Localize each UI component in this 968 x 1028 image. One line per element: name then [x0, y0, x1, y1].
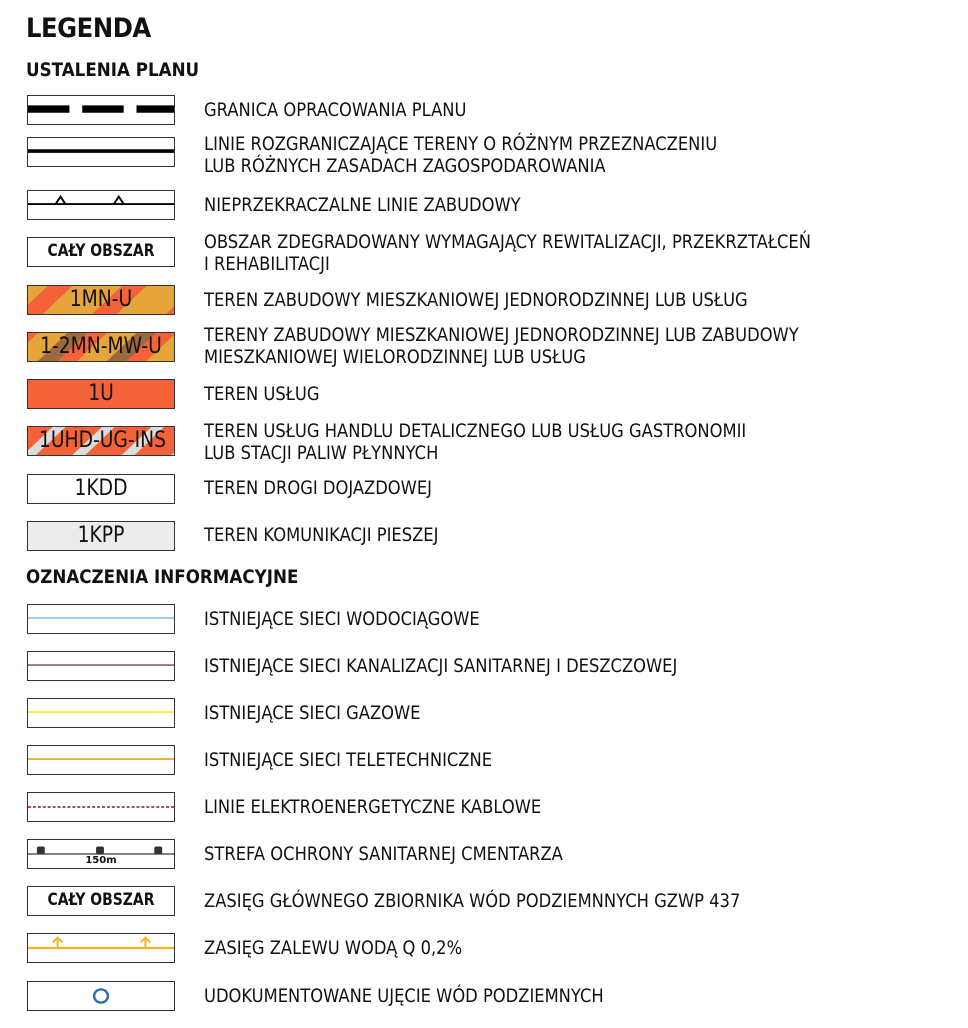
flood-line-symbol: [27, 933, 175, 963]
hatch-orange-mustard-symbol: [27, 285, 175, 315]
dashed-boundary-symbol: [27, 95, 175, 125]
symbol-code: 1-2MN-MW-U: [40, 334, 162, 359]
legend-label: GRANICA OPRACOWANIA PLANU: [204, 99, 467, 121]
cemetery-zone-symbol: [27, 839, 175, 869]
legend-label: ZASIĘG GŁÓWNEGO ZBIORNIKA WÓD PODZIEMNNYCH GZWP 437: [204, 890, 741, 912]
symbol-code: CAŁY OBSZAR: [47, 890, 155, 910]
gray-box-symbol: [27, 521, 175, 551]
legend-label: ISTNIEJĄCE SIECI TELETECHNICZNE: [204, 749, 493, 771]
legend-label: TEREN KOMUNIKACJI PIESZEJ: [204, 524, 439, 546]
symbol-code: 1UHD-UG-INS: [38, 428, 167, 453]
legend-label: LINIE ELEKTROENERGETYCZNE KABLOWE: [204, 796, 542, 818]
hatch-brown-orange-mustard-symbol: [27, 332, 175, 362]
legend-label: ISTNIEJĄCE SIECI GAZOWE: [204, 702, 421, 724]
legend-label: MIESZKANIOWEJ WIELORODZINNEJ LUB USŁUG: [204, 346, 586, 368]
power-cable-symbol: [27, 792, 175, 822]
whole-area-symbol: [27, 237, 175, 267]
legend-label: ISTNIEJĄCE SIECI KANALIZACJI SANITARNEJ I DESZCZOWEJ: [204, 655, 678, 677]
legend-label: LINIE ROZGRANICZAJĄCE TERENY O RÓŻNYM PRZEZNACZENIU: [204, 133, 718, 155]
building-line-symbol: [27, 190, 175, 220]
legend-label: TEREN ZABUDOWY MIESZKANIOWEJ JEDNORODZINNEJ LUB USŁUG: [204, 289, 748, 311]
whole-area-symbol: [27, 886, 175, 916]
legend-label: UDOKUMENTOWANE UJĘCIE WÓD PODZIEMNYCH: [204, 985, 604, 1007]
solid-orange-symbol: [27, 379, 175, 409]
well-circle-symbol: [27, 981, 175, 1011]
symbol-code: 1KPP: [77, 523, 125, 548]
section-plan-heading: USTALENIA PLANU: [26, 59, 200, 81]
legend-label: TEREN USŁUG HANDLU DETALICZNEGO LUB USŁUG GASTRONOMII: [204, 420, 747, 442]
legend-label: STREFA OCHRONY SANITARNEJ CMENTARZA: [204, 843, 563, 865]
legend-label: TEREN DROGI DOJAZDOWEJ: [204, 477, 432, 499]
water-line-symbol: [27, 604, 175, 634]
symbol-code: 150m: [85, 855, 117, 866]
white-box-symbol: [27, 474, 175, 504]
legend-label: I REHABILITACJI: [204, 253, 330, 275]
symbol-code: 1MN-U: [69, 287, 133, 312]
legend-label: LUB RÓŻNYCH ZASADACH ZAGOSPODAROWANIA: [204, 155, 606, 177]
legend-label: TEREN USŁUG: [204, 383, 320, 405]
symbol-code: 1U: [88, 381, 114, 406]
symbol-code: 1KDD: [74, 476, 128, 501]
sewer-line-symbol: [27, 651, 175, 681]
hatch-orange-gray-symbol: [27, 426, 175, 456]
legend-label: OBSZAR ZDEGRADOWANY WYMAGAJĄCY REWITALIZACJI, PRZEKRZTAŁCEŃ: [204, 231, 811, 253]
legend-label: TERENY ZABUDOWY MIESZKANIOWEJ JEDNORODZINNEJ LUB ZABUDOWY: [204, 324, 799, 346]
legend-label: ZASIĘG ZALEWU WODĄ Q 0,2%: [204, 937, 463, 959]
section-info-heading: OZNACZENIA INFORMACYJNE: [26, 566, 299, 588]
solid-boundary-symbol: [27, 137, 175, 167]
legend-label: ISTNIEJĄCE SIECI WODOCIĄGOWE: [204, 608, 480, 630]
telecom-line-symbol: [27, 745, 175, 775]
symbol-code: CAŁY OBSZAR: [47, 241, 155, 261]
legend-title: LEGENDA: [26, 13, 151, 44]
gas-line-symbol: [27, 698, 175, 728]
legend-label: NIEPRZEKRACZALNE LINIE ZABUDOWY: [204, 194, 521, 216]
legend-label: LUB STACJI PALIW PŁYNNYCH: [204, 442, 439, 464]
